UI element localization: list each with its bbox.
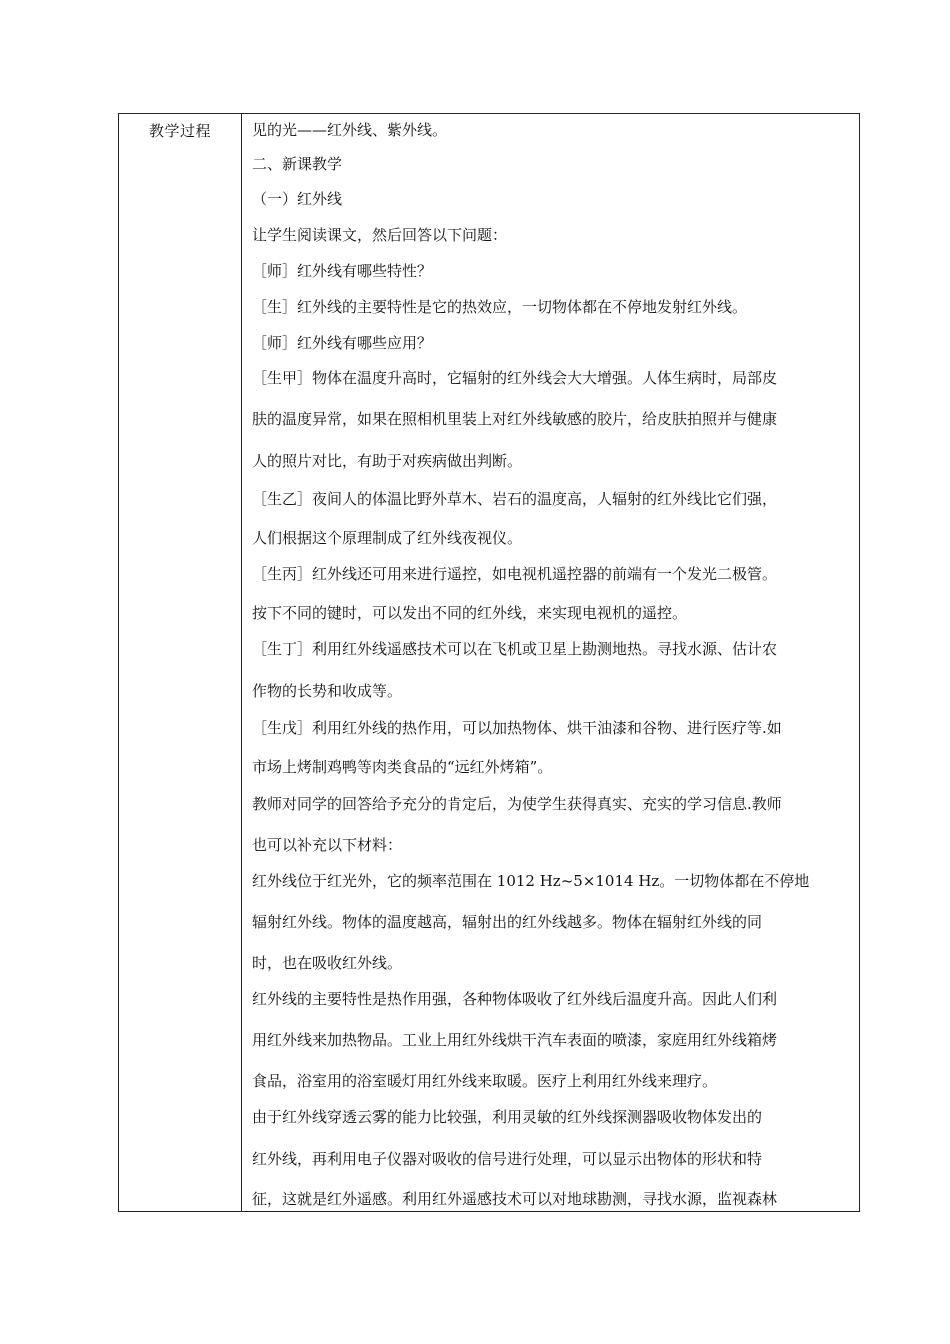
content-line: 由于红外线穿透云雾的能力比较强，利用灵敏的红外线探测器吸收物体发出的 xyxy=(252,1108,763,1126)
content-line: 作物的长势和收成等。 xyxy=(252,682,403,700)
content-line: 教师对同学的回答给予充分的肯定后，为使学生获得真实、充实的学习信息.教师 xyxy=(252,795,782,813)
content-line: 用红外线来加热物品。工业上用红外线烘干汽车表面的喷漆，家庭用红外线箱烤 xyxy=(252,1031,778,1049)
content-line: 见的光——红外线、紫外线。 xyxy=(252,121,448,139)
content-line: 人们根据这个原理制成了红外线夜视仪。 xyxy=(252,529,523,547)
content-line: ［生戊］利用红外线的热作用，可以加热物体、烘干油漆和谷物、进行医疗等.如 xyxy=(252,719,782,737)
content-line: 市场上烤制鸡鸭等肉类食品的“远红外烤箱”。 xyxy=(252,758,553,776)
content-line: 肤的温度异常，如果在照相机里装上对红外线敏感的胶片，给皮肤拍照并与健康 xyxy=(252,410,778,428)
content-line: 红外线位于红光外，它的频率范围在 1012 Hz~5×1014 Hz。一切物体都在不停地 xyxy=(252,872,810,890)
content-line: ［生乙］夜间人的体温比野外草木、岩石的温度高，人辐射的红外线比它们强， xyxy=(252,490,778,508)
content-line: ［生丙］红外线还可用来进行遥控，如电视机遥控器的前端有一个发光二极管。 xyxy=(252,565,778,583)
content-line: 征，这就是红外遥感。利用红外遥感技术可以对地球勘测，寻找水源，监视森林 xyxy=(252,1190,778,1208)
content-line: ［生丁］利用红外线遥感技术可以在飞机或卫星上勘测地热。寻找水源、估计农 xyxy=(252,640,778,658)
content-line: ［师］红外线有哪些特性？ xyxy=(252,262,433,280)
content-line: ［师］红外线有哪些应用？ xyxy=(252,334,433,352)
content-line: 也可以补充以下材料： xyxy=(252,836,403,854)
content-line: 按下不同的键时，可以发出不同的红外线，来实现电视机的遥控。 xyxy=(252,604,688,622)
content-line: （一）红外线 xyxy=(252,190,343,208)
content-line: 二、新课教学 xyxy=(252,155,343,173)
column-divider xyxy=(241,114,242,1211)
content-line: ［生］红外线的主要特性是它的热效应，一切物体都在不停地发射红外线。 xyxy=(252,298,748,316)
row-label-teaching-process: 教学过程 xyxy=(148,122,211,140)
content-line: 红外线，再利用电子仪器对吸收的信号进行处理，可以显示出物体的形状和特 xyxy=(252,1150,763,1168)
lesson-table xyxy=(118,113,860,1212)
content-line: 食品，浴室用的浴室暖灯用红外线来取暖。医疗上利用红外线来理疗。 xyxy=(252,1072,718,1090)
content-line: 辐射红外线。物体的温度越高，辐射出的红外线越多。物体在辐射红外线的同 xyxy=(252,913,763,931)
content-line: 让学生阅读课文，然后回答以下问题： xyxy=(252,226,508,244)
content-line: ［生甲］物体在温度升高时，它辐射的红外线会大大增强。人体生病时，局部皮 xyxy=(252,369,778,387)
content-line: 人的照片对比，有助于对疾病做出判断。 xyxy=(252,452,523,470)
content-line: 时，也在吸收红外线。 xyxy=(252,954,403,972)
content-line: 红外线的主要特性是热作用强，各种物体吸收了红外线后温度升高。因此人们利 xyxy=(252,990,778,1008)
